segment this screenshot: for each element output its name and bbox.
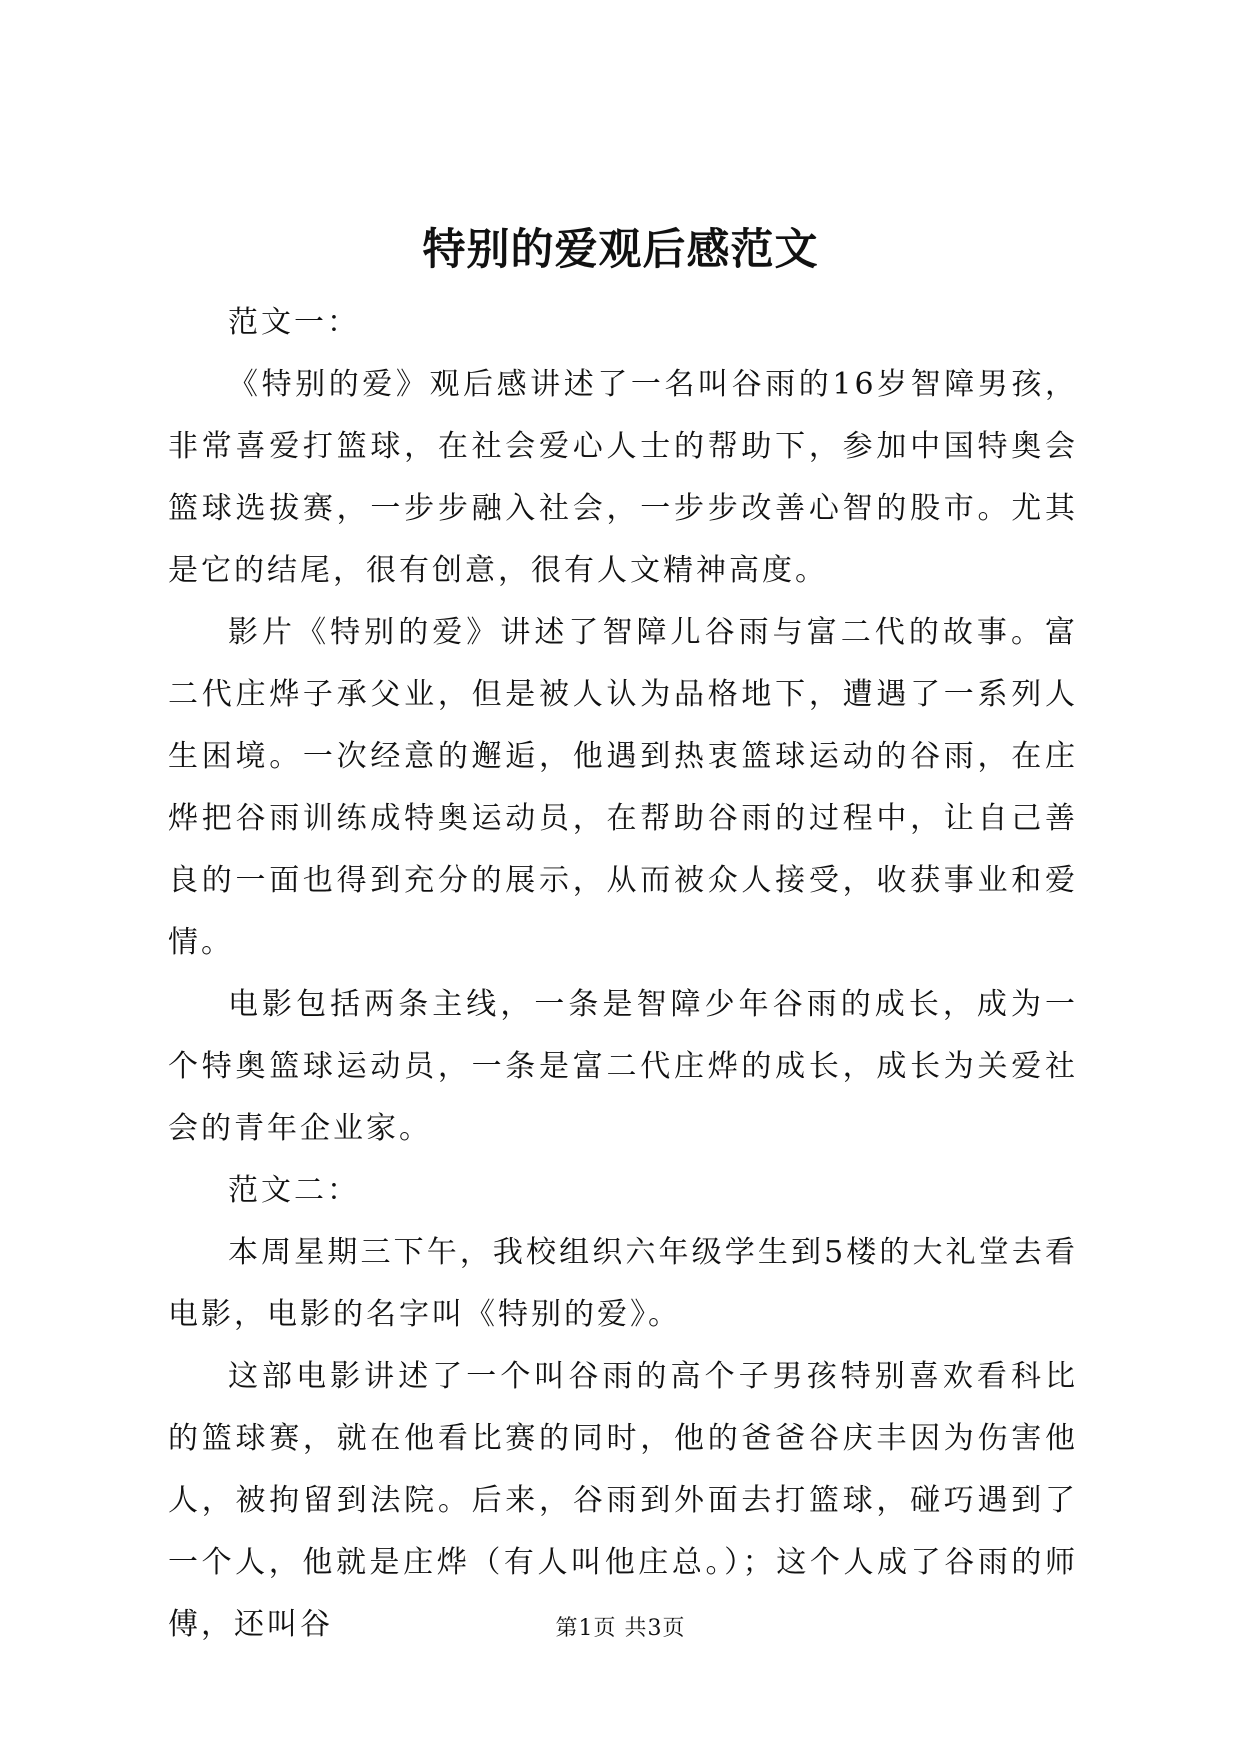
paragraph: 电影包括两条主线，一条是智障少年谷雨的成长，成为一个特奥篮球运动员，一条是富二代庄烨的成长，成长为关爱社会的青年企业家。 [168, 987, 1078, 1146]
paragraph: 本周星期三下午，我校组织六年级学生到5楼的大礼堂去看电影，电影的名字叫《特别的爱》。 [168, 1235, 1078, 1332]
paragraph: 这部电影讲述了一个叫谷雨的高个子男孩特别喜欢看科比的篮球赛，就在他看比赛的同时，他的爸爸谷庆丰因为伤害他人，被拘留到法院。后来，谷雨到外面去打篮球，碰巧遇到了一个人，他就是庄烨（有人叫他庄总。）；这个人成了谷雨的师傅，还叫谷 [168, 1359, 1078, 1642]
paragraph: 影片《特别的爱》讲述了智障儿谷雨与富二代的故事。富二代庄烨子承父业，但是被人认为品格地下，遭遇了一系列人生困境。一次经意的邂逅，他遇到热衷篮球运动的谷雨，在庄烨把谷雨训练成特奥运动员，在帮助谷雨的过程中，让自己善良的一面也得到充分的展示，从而被众人接受，收获事业和爱情。 [168, 615, 1078, 960]
paragraph-heading-2: 范文二： [228, 1173, 360, 1208]
document-title: 特别的爱观后感范文 [422, 225, 819, 275]
document-body [168, 292, 1078, 1656]
paragraph: 《特别的爱》观后感讲述了一名叫谷雨的16岁智障男孩，非常喜爱打篮球，在社会爱心人士的帮助下，参加中国特奥会篮球选拔赛，一步步融入社会，一步步改善心智的股市。尤其是它的结尾，很有创意，很有人文精神高度。 [168, 367, 1078, 588]
page-footer: 第1页 共3页 [555, 1616, 686, 1641]
paragraph-heading-1: 范文一： [228, 305, 360, 340]
